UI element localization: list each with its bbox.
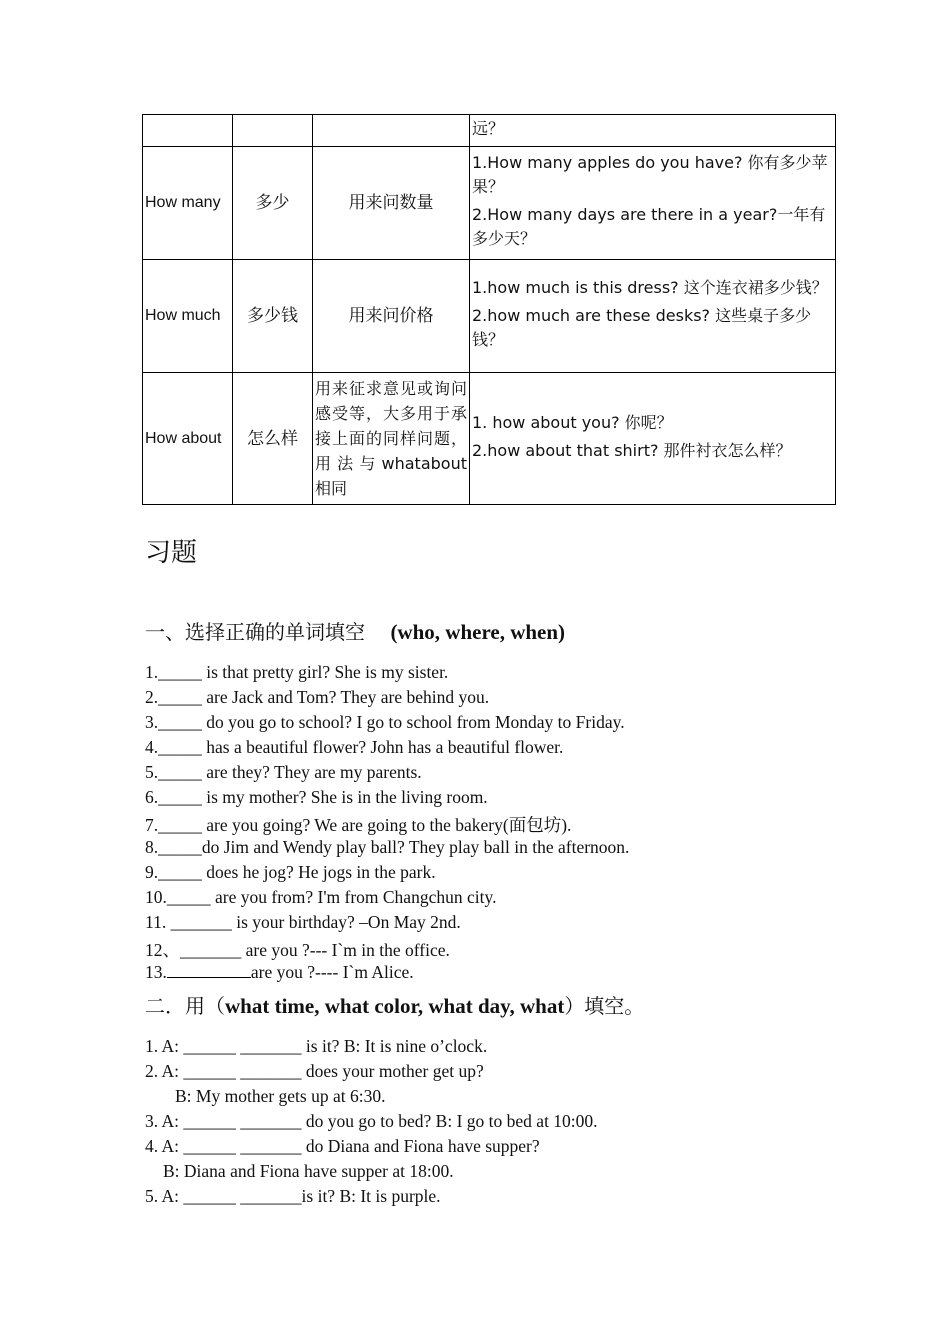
- example-line: 1.How many apples do you have? 你有多少苹果？: [472, 153, 828, 196]
- question-line: 11. _______ is your birthday? –On May 2nd.: [145, 912, 461, 932]
- question-line: 1._____ is that pretty girl? She is my sister.: [145, 662, 449, 682]
- meaning-cell: [233, 115, 313, 147]
- examples-cell: [470, 373, 836, 505]
- part2-heading: [145, 990, 644, 1019]
- example-line: 2.how much are these desks? 这些桌子多少钱？: [472, 306, 812, 349]
- question-line: [145, 962, 414, 983]
- example-line: 1.how much is this dress? 这个连衣裙多少钱？: [472, 278, 828, 297]
- grammar-table: [142, 114, 836, 505]
- part2-heading-c: ）填空。: [564, 994, 645, 1018]
- examples-cell: [470, 115, 836, 147]
- word-cell: [143, 115, 233, 147]
- word-cell: How about: [143, 373, 233, 505]
- answer-line: B: Diana and Fiona have supper at 18:00.: [163, 1161, 454, 1181]
- meaning-cell: 怎么样: [233, 373, 313, 505]
- question-line: 1. A: ______ _______ is it? B: It is nine o’clock.: [145, 1036, 488, 1056]
- meaning-cell: 多少钱: [233, 260, 313, 373]
- section-title: 习题: [145, 538, 198, 568]
- part1-heading: [145, 616, 565, 645]
- part2-heading-a: 二．用（: [145, 994, 225, 1018]
- question-line: 4. A: ______ _______ do Diana and Fiona have supper?: [145, 1136, 540, 1156]
- question-line: 3. A: ______ _______ do you go to bed? B: I go to bed at 10:00.: [145, 1111, 598, 1131]
- question-line: 10._____ are you from? I'm from Changchun city.: [145, 887, 497, 907]
- table-row: [143, 115, 836, 147]
- example-line: 2.how about that shirt? 那件衬衣怎么样？: [472, 440, 792, 460]
- question-line: 12、_______ are you ?--- I`m in the office.: [145, 940, 450, 960]
- table-row: [143, 260, 836, 373]
- question-line: 5. A: ______ _______is it? B: It is purple.: [145, 1186, 441, 1206]
- usage-cell: 用来问数量: [313, 147, 470, 260]
- question-line: 6._____ is my mother? She is in the living room.: [145, 787, 488, 807]
- word-cell: How much: [143, 260, 233, 373]
- usage-cell: 用来征求意见或询问感受等，大多用于承接上面的同样问题，用法与whatabout 相同: [313, 373, 470, 505]
- question-line: 4._____ has a beautiful flower? John has a beautiful flower.: [145, 737, 564, 757]
- example-line: 2.How many days are there in a year?一年有多少天？: [472, 205, 826, 248]
- examples-cell: [470, 147, 836, 260]
- word-cell: How many: [143, 147, 233, 260]
- example-line: 1. how about you? 你呢？: [472, 412, 673, 432]
- question-line: 8._____do Jim and Wendy play ball? They play ball in the afternoon.: [145, 837, 630, 857]
- examples-cell: [470, 260, 836, 373]
- question-text: are you ?---- I`m Alice.: [250, 962, 414, 982]
- example-line: 远？: [472, 118, 505, 138]
- question-line: 5._____ are they? They are my parents.: [145, 762, 422, 782]
- question-line: 9._____ does he jog? He jogs in the park.: [145, 862, 436, 882]
- meaning-cell: 多少: [233, 147, 313, 260]
- table-row: [143, 373, 836, 505]
- question-line: 3._____ do you go to school? I go to school from Monday to Friday.: [145, 712, 625, 732]
- question-line: 2._____ are Jack and Tom? They are behind you.: [145, 687, 490, 707]
- answer-blank: [167, 963, 251, 978]
- question-line: 7._____ are you going? We are going to the bakery(面包坊).: [145, 815, 572, 835]
- question-number: 13.: [145, 962, 167, 982]
- part1-heading-words: (who, where, when): [390, 620, 566, 644]
- question-line: 2. A: ______ _______ does your mother get up?: [145, 1061, 484, 1081]
- table-row: [143, 147, 836, 260]
- usage-cell: 用来问价格: [313, 260, 470, 373]
- part1-heading-cn: 一、选择正确的单词填空: [145, 620, 365, 644]
- part2-heading-words: what time, what color, what day, what: [225, 994, 565, 1018]
- usage-cell: [313, 115, 470, 147]
- answer-line: B: My mother gets up at 6:30.: [175, 1086, 386, 1106]
